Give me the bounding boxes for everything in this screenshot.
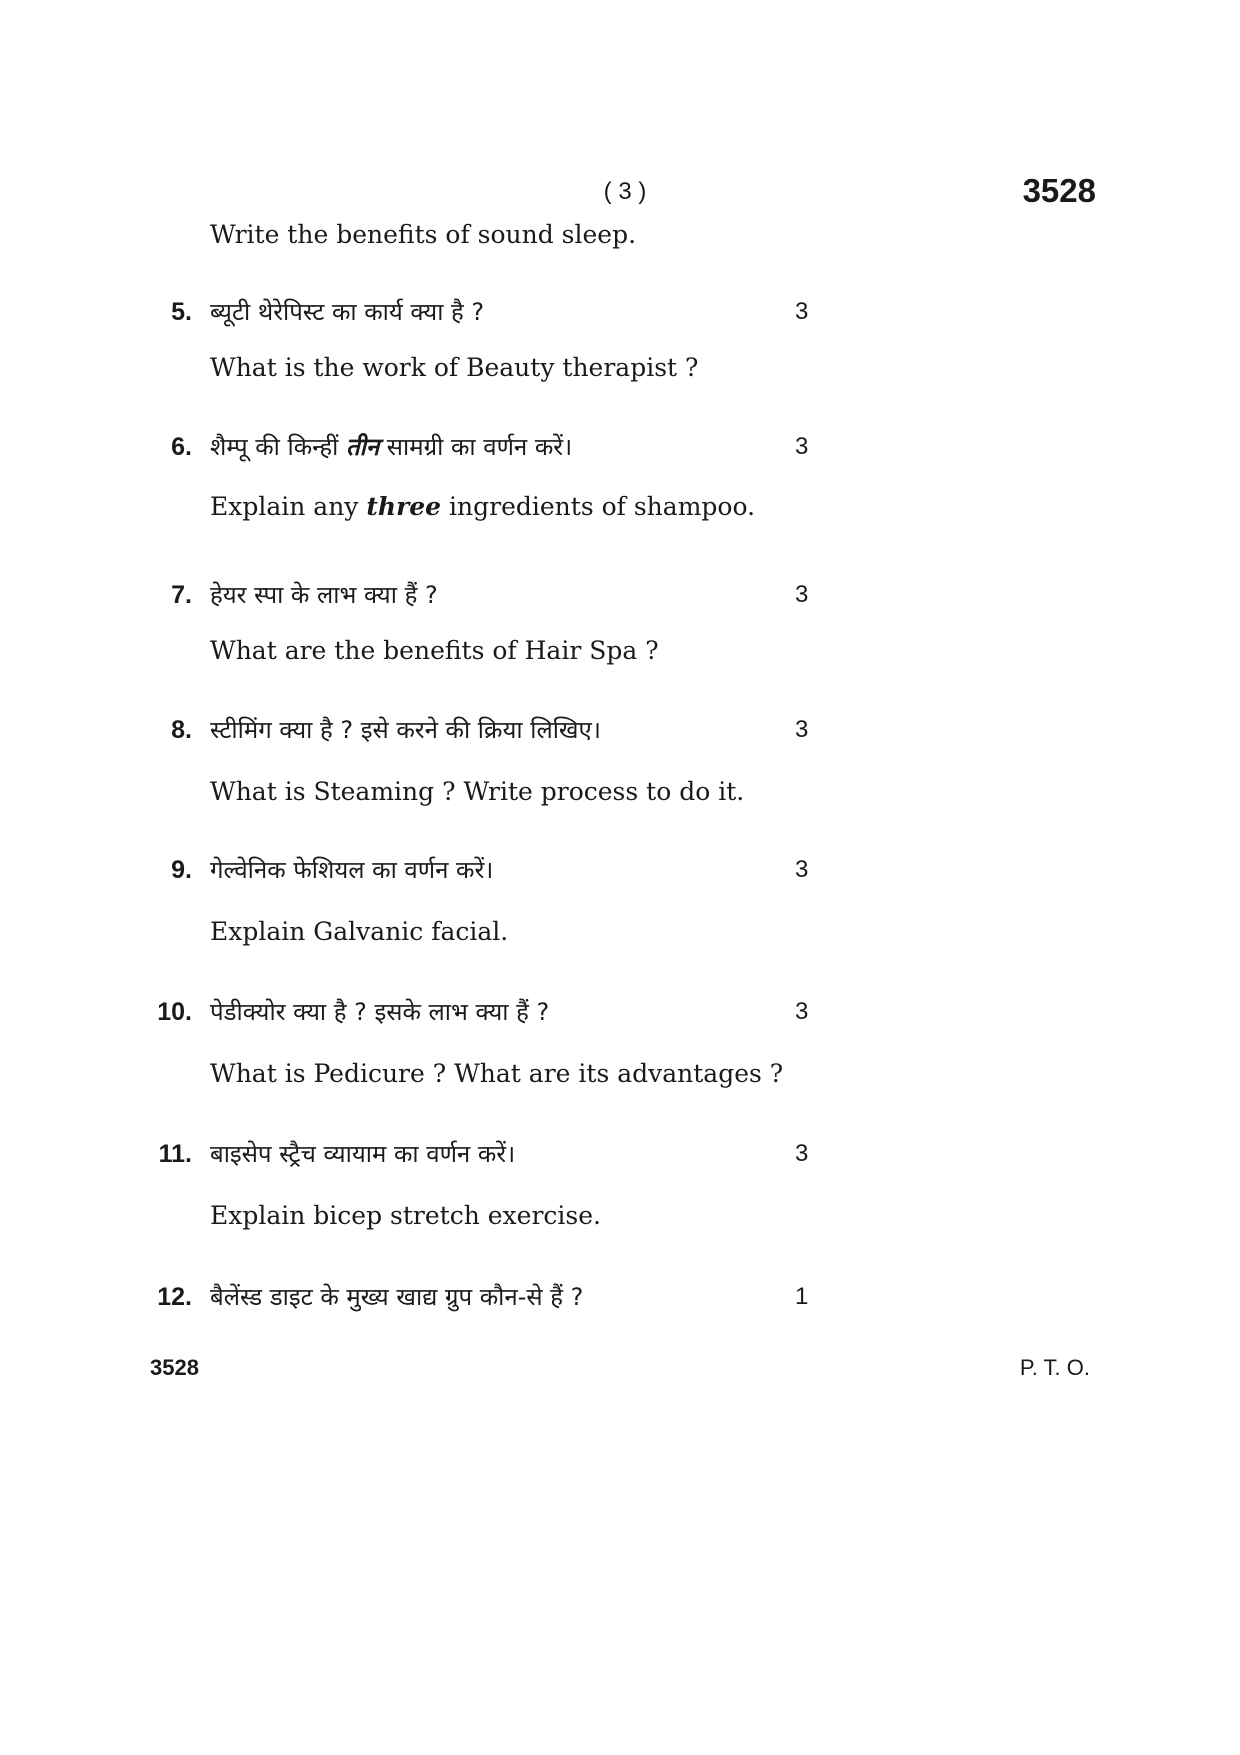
question-hindi-text: स्टीमिंग क्या है ? इसे करने की क्रिया लिखिए। — [210, 716, 601, 744]
question-english-text: What is Steaming ? Write process to do it. — [210, 777, 745, 806]
hindi-text-part: सामग्री का वर्णन करें। — [379, 433, 573, 461]
question-hindi-text: बैलेंस्ड डाइट के मुख्य खाद्य ग्रुप कौन-से हैं ? — [210, 1283, 584, 1311]
question-english-text: What is Pedicure ? What are its advantages ? — [210, 1059, 784, 1088]
english-text-part: ingredients of shampoo. — [441, 492, 756, 521]
question-marks: 3 — [795, 581, 809, 608]
question-marks: 3 — [795, 298, 809, 325]
paper-code-bottom: 3528 — [150, 1355, 199, 1380]
question-number: 12. — [157, 1283, 192, 1311]
question-number: 8. — [171, 716, 192, 744]
page-number: ( 3 ) — [603, 178, 647, 205]
question-marks: 3 — [795, 1140, 809, 1167]
question-english-text: Explain bicep stretch exercise. — [210, 1201, 601, 1230]
hindi-emphasis: तीन — [345, 433, 380, 461]
question-9 — [0, 853, 1240, 973]
hindi-text-part: शैम्पू की किन्हीं — [210, 433, 346, 461]
pto-label: P. T. O. — [1019, 1355, 1090, 1380]
question-number: 5. — [171, 298, 192, 326]
question-hindi-text: गेल्वेनिक फेशियल का वर्णन करें। — [210, 856, 494, 884]
question-number: 10. — [157, 998, 192, 1026]
question-marks: 3 — [795, 998, 809, 1025]
english-emphasis: three — [366, 492, 442, 521]
question-10 — [0, 995, 1240, 1115]
question-marks: 3 — [795, 433, 809, 460]
question-english-text: What are the benefits of Hair Spa ? — [210, 636, 659, 665]
question-marks: 3 — [795, 856, 809, 883]
question-hindi-text: बाइसेप स्ट्रैच व्यायाम का वर्णन करें। — [210, 1140, 516, 1168]
question-5 — [0, 295, 1240, 415]
question-english-text — [210, 490, 755, 524]
question-6 — [0, 430, 1240, 550]
continued-question-text: Write the benefits of sound sleep. — [210, 220, 637, 249]
paper-code-top: 3528 — [1022, 172, 1096, 209]
question-11 — [0, 1137, 1240, 1257]
question-number: 11. — [158, 1140, 192, 1168]
question-number: 7. — [171, 581, 192, 609]
question-hindi-text: पेडीक्योर क्या है ? इसके लाभ क्या हैं ? — [210, 998, 550, 1026]
question-marks: 3 — [795, 716, 809, 743]
question-hindi-text — [210, 430, 572, 464]
question-number: 6. — [171, 433, 192, 461]
english-text-part: Explain any — [210, 492, 367, 521]
question-english-text: What is the work of Beauty therapist ? — [210, 353, 699, 382]
question-marks: 1 — [795, 1283, 809, 1310]
question-number: 9. — [171, 856, 192, 884]
question-hindi-text: हेयर स्पा के लाभ क्या हैं ? — [210, 581, 438, 609]
question-7 — [0, 578, 1240, 698]
question-hindi-text: ब्यूटी थेरेपिस्ट का कार्य क्या है ? — [210, 298, 485, 326]
question-english-text: Explain Galvanic facial. — [210, 917, 509, 946]
question-12 — [0, 1280, 1240, 1320]
question-8 — [0, 713, 1240, 833]
